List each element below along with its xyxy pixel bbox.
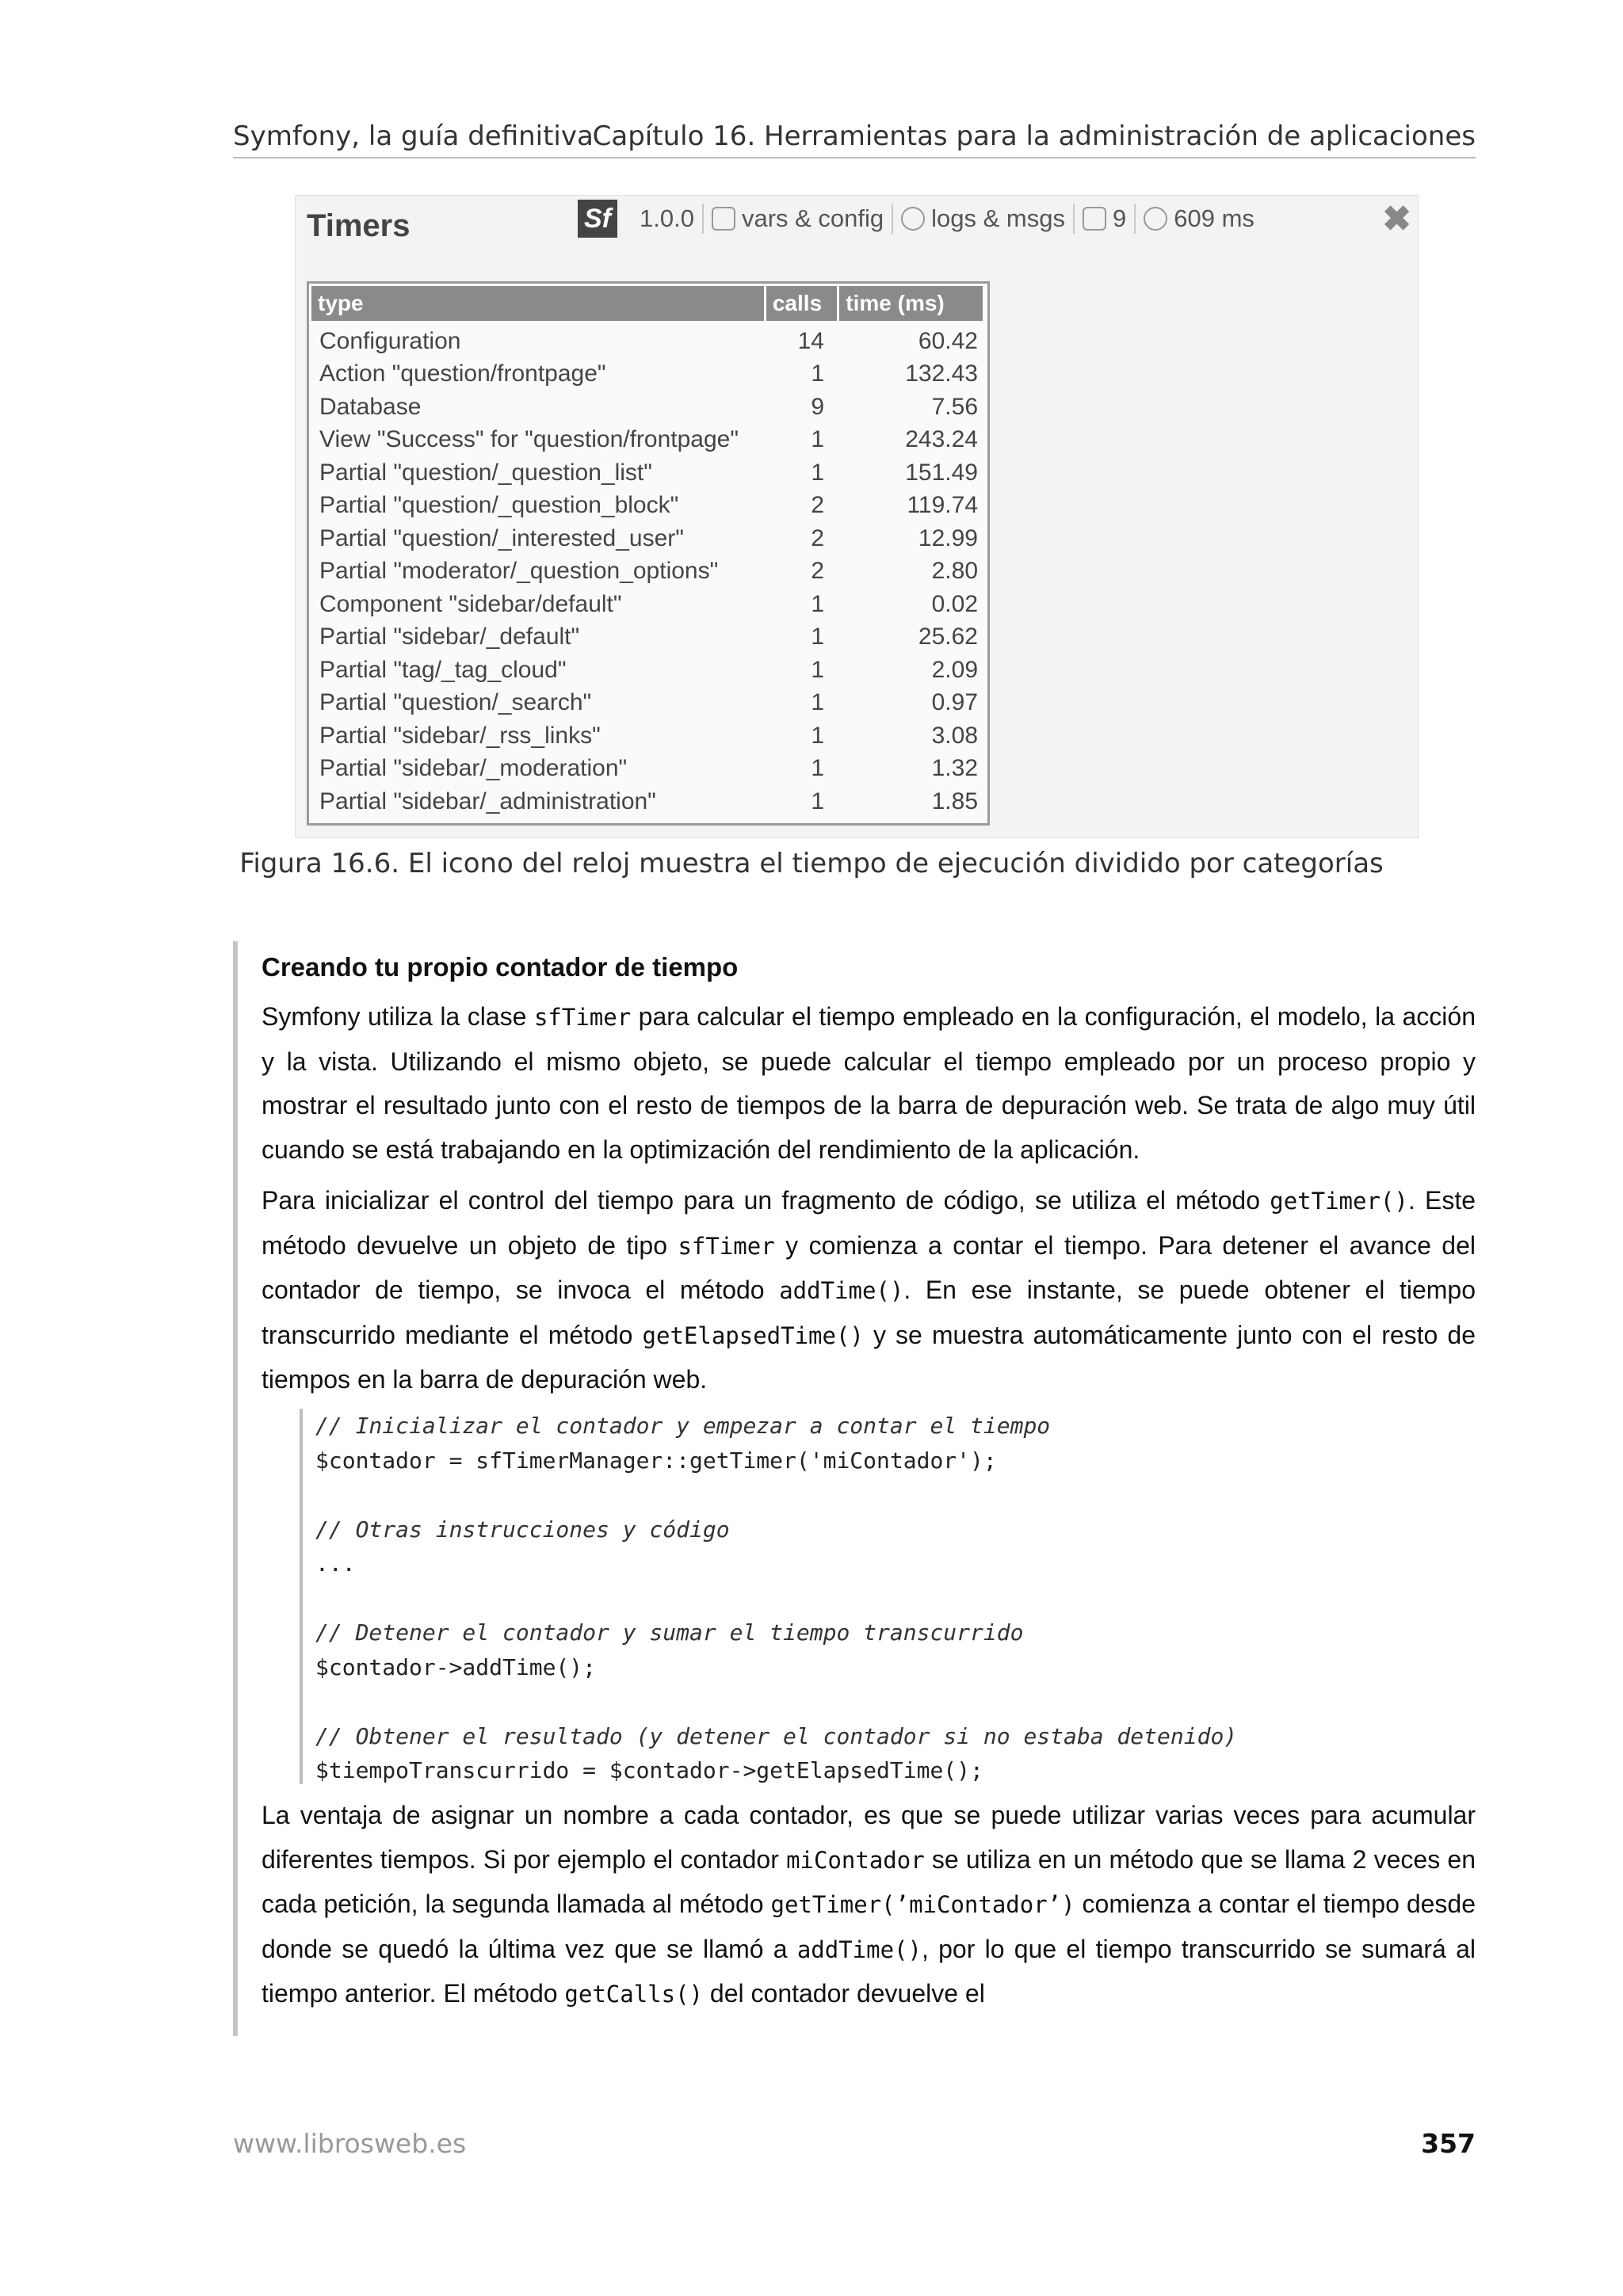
text: La ventaja de asignar un nombre a cada contador, es que se puede utilizar varias veces para acumular diferentes tiempos. Si por ejemplo el contador <box>262 1801 1476 1874</box>
table-row <box>311 555 985 589</box>
cell-time: 7.56 <box>931 393 978 420</box>
text: y se muestra automáticamente junto con el resto de tiempos en la barra de depuración web. <box>262 1320 1476 1394</box>
cell-time: 2.09 <box>931 656 978 683</box>
text: Para inicializar el control del tiempo para un fragmento de código, se utiliza el método <box>262 1186 1270 1215</box>
table-header <box>311 286 985 321</box>
cell-type: Partial "moderator/_question_options" <box>319 558 719 585</box>
table-row <box>311 719 985 753</box>
cell-type: Configuration <box>319 327 461 354</box>
cell-calls: 1 <box>811 689 824 716</box>
inline-code: getTimer() <box>1270 1188 1408 1215</box>
inline-code: sfTimer <box>533 1004 632 1031</box>
cell-type: Partial "question/_question_list" <box>319 459 652 486</box>
cell-calls: 14 <box>797 327 824 354</box>
cell-type: Database <box>319 393 422 420</box>
timers-table <box>307 281 990 826</box>
inline-code: getCalls() <box>564 1981 704 2008</box>
cell-calls: 1 <box>811 590 824 617</box>
cell-type: View "Success" for "question/frontpage" <box>319 426 739 453</box>
cell-calls: 1 <box>811 426 824 453</box>
column-header-type: type <box>311 286 764 321</box>
paragraph-2 <box>262 1179 1476 1402</box>
code-comment-line: // Obtener el resultado (y detener el contador si no estaba detenido) <box>315 1722 1238 1749</box>
inline-code: getTimer(’miContador’) <box>770 1891 1075 1918</box>
cell-time: 1.32 <box>931 755 978 782</box>
symfony-logo-icon[interactable]: Sf <box>578 200 617 238</box>
table-row <box>311 654 985 687</box>
table-row <box>311 588 985 621</box>
version-item <box>632 204 702 233</box>
database-count: 9 <box>1113 204 1127 232</box>
text: Symfony utiliza la clase <box>262 1002 534 1031</box>
code-comment-line: // Otras instrucciones y código <box>315 1516 730 1543</box>
table-row <box>311 391 985 424</box>
code-line: $tiempoTranscurrido = $contador->getElapsedTime(); <box>315 1757 983 1783</box>
cell-calls: 2 <box>811 524 824 551</box>
cell-time: 0.02 <box>931 590 978 617</box>
running-header <box>233 116 1476 158</box>
paragraph-3 <box>262 1794 1476 2017</box>
cell-time: 2.80 <box>931 558 978 585</box>
cell-calls: 1 <box>811 459 824 486</box>
cell-time: 0.97 <box>931 689 978 716</box>
paragraph-1 <box>262 995 1476 1172</box>
cell-type: Partial "question/_interested_user" <box>319 524 684 551</box>
text: y comienza a contar el tiempo. Para detener el avance del contador de tiempo, se invoca el método <box>262 1230 1476 1304</box>
inline-code: addTime() <box>779 1277 904 1304</box>
cell-time: 243.24 <box>905 426 978 453</box>
text: . Este método devuelve un objeto de tipo <box>262 1186 1476 1260</box>
timers-button[interactable] <box>1136 204 1262 233</box>
table-row <box>311 424 985 457</box>
timers-title: Timers <box>307 208 411 243</box>
text: para calcular el tiempo empleado en la configuración, el modelo, la acción y la vista. Utilizando el mismo objeto, se puede calcular el tiempo empleado por un proceso propio y mostrar el resultado junto con el resto de tiempos de la barra de depuración web. Se trata de algo muy útil cuando se está trabajando en la optimización del rendimiento de la aplicación. <box>262 1002 1476 1164</box>
logs-msgs-label: logs & msgs <box>931 204 1065 232</box>
cell-calls: 9 <box>811 393 824 420</box>
chapter-title: Capítulo 16. Herramientas para la administración de aplicaciones <box>592 120 1476 152</box>
cell-type: Partial "sidebar/_default" <box>319 624 580 650</box>
cell-time: 151.49 <box>905 459 978 486</box>
cell-time: 12.99 <box>918 524 978 551</box>
cell-calls: 1 <box>811 656 824 683</box>
speech-bubble-icon <box>901 207 925 231</box>
table-row <box>311 522 985 555</box>
cell-time: 132.43 <box>905 360 978 387</box>
inline-code: getElapsedTime() <box>642 1322 864 1349</box>
code-line: $contador->addTime(); <box>315 1653 597 1680</box>
table-row <box>311 456 985 490</box>
table-row <box>311 785 985 818</box>
code-line: $contador = sfTimerManager::getTimer('miContador'); <box>315 1447 997 1474</box>
cell-calls: 1 <box>811 624 824 650</box>
version-label: 1.0.0 <box>640 204 694 232</box>
cell-type: Partial "tag/_tag_cloud" <box>319 656 567 683</box>
text: comienza a contar el tiempo desde donde se quedó la última vez que se llamó a <box>262 1890 1476 1963</box>
code-listing <box>300 1409 1251 1784</box>
table-row <box>311 490 985 523</box>
note-title: Creando tu propio contador de tiempo <box>262 952 739 982</box>
table-row <box>311 325 985 358</box>
sidebar-note <box>233 941 1476 2036</box>
column-header-calls: calls <box>766 286 837 321</box>
cell-time: 1.85 <box>931 788 978 814</box>
database-button[interactable] <box>1075 204 1134 233</box>
text: se utiliza en un método que se llama 2 veces en cada petición, la segunda llamada al método <box>262 1844 1476 1918</box>
cell-time: 25.62 <box>918 624 978 650</box>
text: del contador devuelve el <box>703 1979 985 2008</box>
inline-code: miContador <box>786 1846 925 1874</box>
cell-type: Partial "sidebar/_moderation" <box>319 755 628 782</box>
cell-calls: 1 <box>811 360 824 387</box>
table-body <box>309 323 987 823</box>
close-icon[interactable]: ✖ <box>1382 199 1411 238</box>
code-line <box>315 1478 1251 1512</box>
cell-time: 60.42 <box>918 327 978 354</box>
code-line <box>315 1684 1251 1719</box>
cell-type: Partial "question/_question_block" <box>319 492 679 519</box>
time-label: 609 ms <box>1174 204 1254 232</box>
timers-screenshot <box>295 195 1419 838</box>
cell-calls: 1 <box>811 788 824 814</box>
cell-calls: 2 <box>811 492 824 519</box>
column-header-time: time (ms) <box>839 286 983 321</box>
database-icon <box>1083 207 1106 231</box>
table-row <box>311 753 985 786</box>
cell-type: Partial "sidebar/_rss_links" <box>319 722 601 749</box>
cell-type: Partial "sidebar/_administration" <box>319 788 656 814</box>
code-line <box>315 1581 1251 1616</box>
vars-config-button[interactable] <box>704 204 892 233</box>
table-row <box>311 358 985 391</box>
vars-config-label: vars & config <box>741 204 884 232</box>
text: , por lo que el tiempo transcurrido se sumará al tiempo anterior. El método <box>262 1934 1476 2008</box>
cell-calls: 1 <box>811 755 824 782</box>
cell-type: Partial "question/_search" <box>319 689 592 716</box>
debug-toolbar <box>578 196 1418 242</box>
code-line: ... <box>315 1550 356 1577</box>
text: . En ese instante, se puede obtener el tiempo transcurrido mediante el método <box>262 1276 1476 1349</box>
code-comment-line: // Inicializar el contador y empezar a contar el tiempo <box>315 1413 1051 1439</box>
table-row <box>311 687 985 720</box>
cell-time: 119.74 <box>907 492 978 519</box>
clock-icon <box>1144 207 1167 231</box>
cell-calls: 2 <box>811 558 824 585</box>
code-comment-line: // Detener el contador y sumar el tiempo transcurrido <box>315 1619 1024 1646</box>
cell-type: Action "question/frontpage" <box>319 360 606 387</box>
book-title: Symfony, la guía definitiva <box>233 120 594 152</box>
cell-type: Component "sidebar/default" <box>319 590 622 617</box>
cell-time: 3.08 <box>931 722 978 749</box>
inline-code: addTime() <box>796 1936 922 1963</box>
logs-msgs-button[interactable] <box>893 204 1073 233</box>
cube-icon <box>712 207 735 231</box>
table-row <box>311 621 985 654</box>
cell-calls: 1 <box>811 722 824 749</box>
footer-website: www.librosweb.es <box>233 2128 467 2159</box>
figure-caption: Figura 16.6. El icono del reloj muestra el tiempo de ejecución dividido por categorías <box>239 848 1384 879</box>
inline-code: sfTimer <box>678 1232 775 1260</box>
page-number: 357 <box>1421 2128 1476 2159</box>
